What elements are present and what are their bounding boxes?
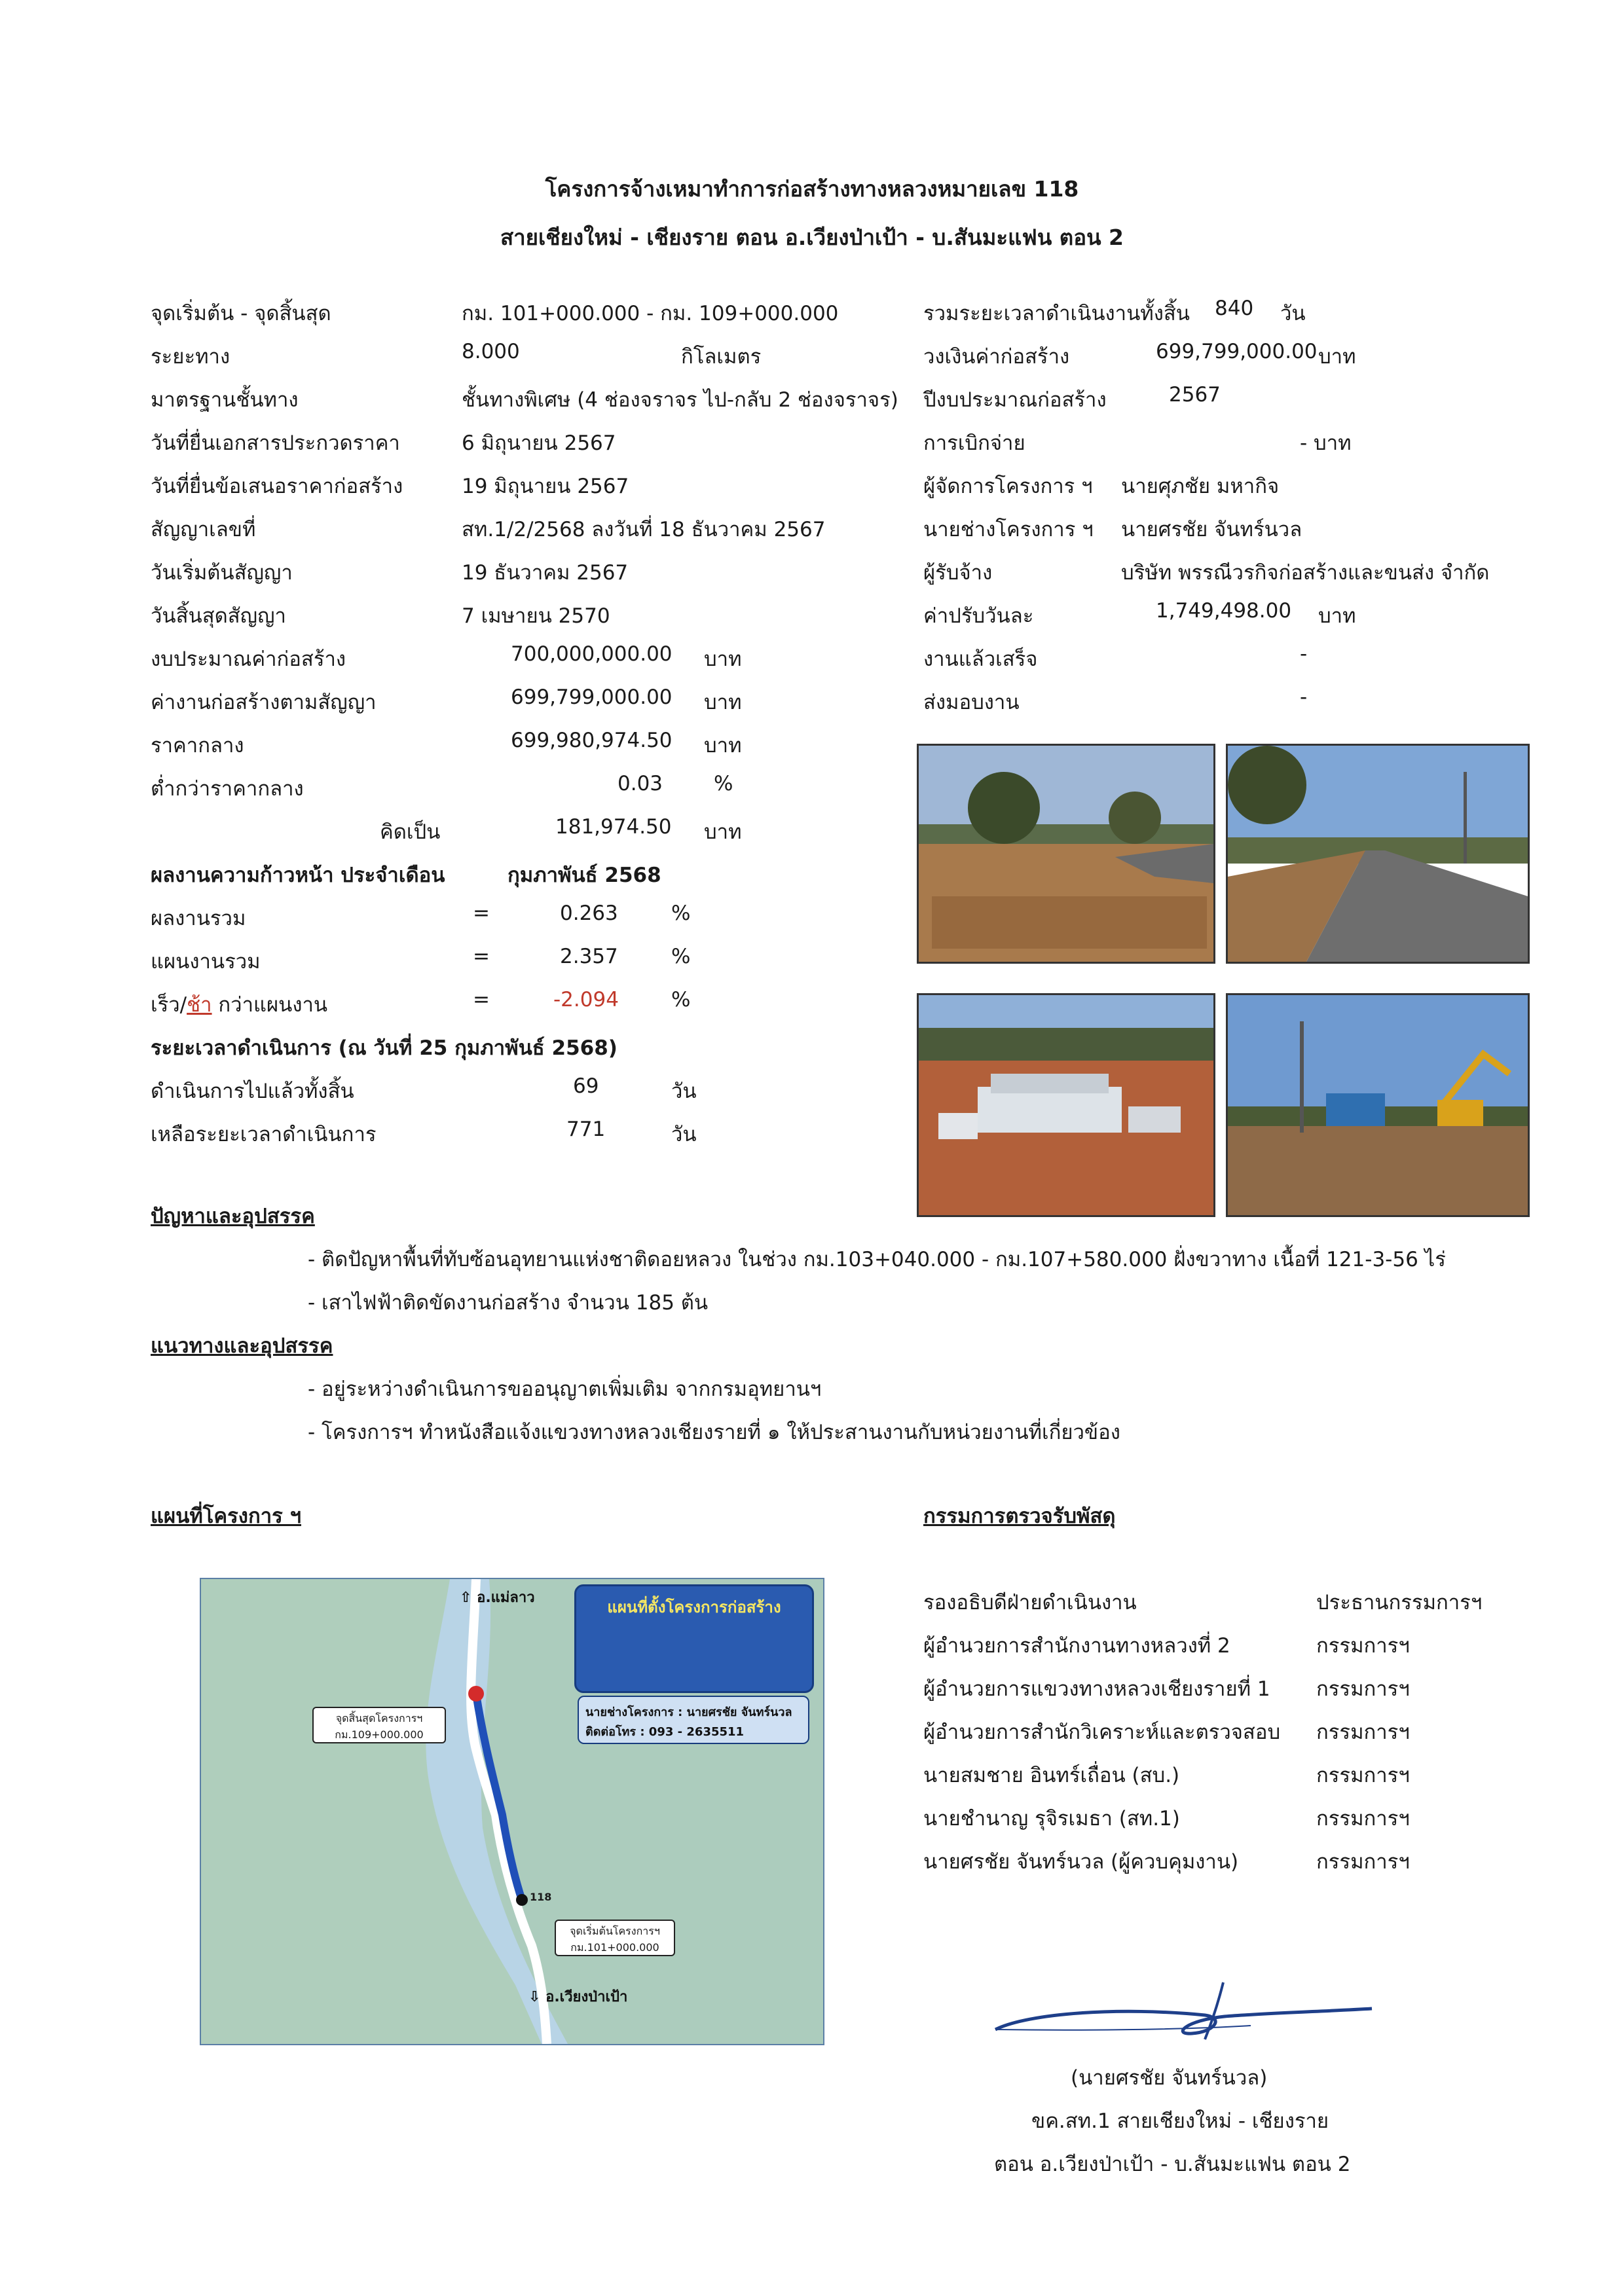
map-end-point-km: กม.109+000.000 [335, 1728, 424, 1741]
map-south-marker [528, 1985, 627, 2008]
info-unit: - บาท [1300, 431, 1352, 455]
duration-label: ดำเนินการไปแล้วทั้งสิ้น [151, 1080, 354, 1103]
info-unit: กิโลเมตร [681, 345, 762, 369]
committee-role: กรรมการฯ [1316, 1850, 1410, 1874]
info-value: นายศุภชัย มหากิจ [1121, 475, 1280, 498]
info-value: 840 [1215, 297, 1254, 320]
progress-value: 2.357 [560, 945, 618, 968]
site-photo-roadside [917, 744, 1215, 964]
problem-item: - เสาไฟฟ้าติดขัดงานก่อสร้าง จำนวน 185 ต้น [308, 1291, 709, 1315]
arrow-down-icon: ⇩ [528, 1989, 541, 2005]
money-label: ค่างานก่อสร้างตามสัญญา [151, 691, 377, 714]
info-value: สท.1/2/2568 ลงวันที่ 18 ธันวาคม 2567 [462, 518, 826, 541]
solutions-heading: แนวทางและอุปสรรค [151, 1334, 333, 1358]
map-north-marker [460, 1586, 535, 1609]
map-start-point-box [555, 1920, 675, 1956]
committee-role: กรรมการฯ [1316, 1807, 1410, 1831]
map-end-point-label: จุดสิ้นสุดโครงการฯ [335, 1712, 423, 1724]
committee-member: นายสมชาย อินทร์เถื่อน (สบ.) [923, 1764, 1180, 1787]
info-label: มาตรฐานชั้นทาง [151, 388, 299, 412]
info-value: 2567 [1169, 383, 1221, 407]
money-label: ราคากลาง [151, 734, 244, 757]
progress-diff-value: -2.094 [553, 988, 619, 1011]
site-photo-camp [917, 993, 1215, 1217]
duration-unit: วัน [671, 1123, 697, 1146]
committee-member: ผู้อำนวยการแขวงทางหลวงเชียงรายที่ 1 [923, 1677, 1270, 1701]
progress-unit: % [671, 902, 691, 925]
progress-heading: ผลงานความก้าวหน้า ประจำเดือน [151, 864, 445, 887]
slower-text: ช้า [187, 993, 212, 1017]
solution-item: - โครงการฯ ทำหนังสือแจ้งแขวงทางหลวงเชียงรายที่ ๑ ให้ประสานงานกับหน่วยงานที่เกี่ยวข้อง [308, 1421, 1120, 1444]
signer-section: ตอน อ.เวียงป่าเป้า - บ.สันมะแฟน ตอน 2 [994, 2153, 1351, 2176]
progress-label: ผลงานรวม [151, 907, 246, 930]
info-value: - [1300, 642, 1308, 666]
committee-member: ผู้อำนวยการสำนักงานทางหลวงที่ 2 [923, 1634, 1230, 1658]
info-label: วันสิ้นสุดสัญญา [151, 604, 286, 628]
info-label: งานแล้วเสร็จ [923, 647, 1038, 671]
info-value: 1,749,498.00 [1156, 599, 1292, 623]
money-value: 700,000,000.00 [511, 642, 673, 666]
problem-item: - ติดปัญหาพื้นที่ทับซ้อนอุทยานแห่งชาติดอยหลวง ในช่วง กม.103+040.000 - กม.107+580.000 ฝั่งขวาทาง เนื้อที่ 121-3-56 ไร่ [308, 1248, 1446, 1271]
map-north-label: อ.แม่ลาว [477, 1590, 535, 1606]
money-label: ต่ำกว่าราคากลาง [151, 777, 304, 801]
money-unit: บาท [704, 734, 742, 757]
problems-heading: ปัญหาและอุปสรรค [151, 1205, 315, 1228]
progress-eq: = [473, 988, 490, 1011]
info-label: รวมระยะเวลาดำเนินงานทั้งสิ้น [923, 302, 1190, 325]
info-unit: บาท [1318, 604, 1356, 628]
info-label: ผู้จัดการโครงการ ฯ [923, 475, 1093, 498]
money-value: 699,980,974.50 [511, 729, 673, 752]
committee-member: นายชำนาญ รุจิรเมธา (สท.1) [923, 1807, 1180, 1831]
info-label: นายช่างโครงการ ฯ [923, 518, 1094, 541]
progress-eq: = [473, 945, 490, 968]
money-unit: บาท [704, 647, 742, 671]
document-title-line1: โครงการจ้างเหมาทำการก่อสร้างทางหลวงหมายเลข 118 [545, 176, 1079, 202]
info-unit: วัน [1280, 302, 1306, 325]
money-value: 699,799,000.00 [511, 685, 673, 709]
handwritten-signature [989, 1977, 1375, 2049]
progress-label: แผนงานรวม [151, 950, 261, 974]
money-label: คิดเป็น [380, 820, 441, 844]
project-map [200, 1578, 824, 2045]
than-plan-text: กว่าแผนงาน [212, 993, 328, 1017]
info-unit: บาท [1318, 345, 1356, 369]
info-label: การเบิกจ่าย [923, 431, 1025, 455]
info-value: 8.000 [462, 340, 520, 363]
progress-unit: % [671, 945, 691, 968]
site-photo-road [1226, 744, 1530, 964]
committee-member: นายศรชัย จันทร์นวล (ผู้ควบคุมงาน) [923, 1850, 1239, 1874]
info-value: - [1300, 685, 1308, 709]
progress-eq: = [473, 902, 490, 925]
info-label: วันที่ยื่นข้อเสนอราคาก่อสร้าง [151, 475, 403, 498]
committee-role: ประธานกรรมการฯ [1316, 1591, 1483, 1614]
info-value: 19 ธันวาคม 2567 [462, 561, 629, 585]
map-contact-box [578, 1696, 809, 1744]
info-label: สัญญาเลขที่ [151, 518, 256, 541]
duration-value: 69 [573, 1074, 599, 1098]
document-title-line2: สายเชียงใหม่ - เชียงราย ตอน อ.เวียงป่าเป้า - บ.สันมะแฟน ตอน 2 [500, 225, 1124, 250]
info-label: ส่งมอบงาน [923, 691, 1020, 714]
map-info-box [574, 1584, 814, 1693]
money-value: 181,974.50 [555, 815, 672, 839]
info-label: วันที่ยื่นเอกสารประกวดราคา [151, 431, 400, 455]
money-unit: บาท [704, 820, 742, 844]
signer-name: (นายศรชัย จันทร์นวล) [1071, 2066, 1268, 2090]
map-start-point-label: จุดเริ่มต้นโครงการฯ [570, 1925, 660, 1937]
duration-value: 771 [566, 1118, 606, 1141]
map-end-point-box [312, 1707, 446, 1743]
committee-role: กรรมการฯ [1316, 1764, 1410, 1787]
site-photo-excavator [1226, 993, 1530, 1217]
signer-position: ขค.สท.1 สายเชียงใหม่ - เชียงราย [1031, 2109, 1329, 2133]
map-contact: นายช่างโครงการ : นายศรชัย จันทร์นวล [585, 1705, 792, 1719]
committee-role: กรรมการฯ [1316, 1677, 1410, 1701]
duration-heading: ระยะเวลาดำเนินการ (ณ วันที่ 25 กุมภาพันธ์ 2568) [151, 1036, 618, 1060]
info-label: ค่าปรับวันละ [923, 604, 1034, 628]
duration-label: เหลือระยะเวลาดำเนินการ [151, 1123, 377, 1146]
progress-value: 0.263 [560, 902, 618, 925]
info-value: 6 มิถุนายน 2567 [462, 431, 616, 455]
money-unit: % [714, 772, 733, 795]
committee-role: กรรมการฯ [1316, 1721, 1410, 1744]
map-heading: แผนที่โครงการ ฯ [151, 1504, 301, 1528]
money-label: งบประมาณค่าก่อสร้าง [151, 647, 346, 671]
info-label: ผู้รับจ้าง [923, 561, 993, 585]
map-south-label: อ.เวียงป่าเป้า [545, 1989, 628, 2005]
map-phone: ติดต่อโทร : 093 - 2635511 [585, 1725, 745, 1739]
info-value: บริษัท พรรณีวรกิจก่อสร้างและขนส่ง จำกัด [1121, 561, 1490, 585]
progress-month: กุมภาพันธ์ 2568 [507, 864, 661, 887]
info-label: วงเงินค่าก่อสร้าง [923, 345, 1070, 369]
map-start-point-km: กม.101+000.000 [570, 1941, 659, 1954]
money-unit: บาท [704, 691, 742, 714]
info-value: 699,799,000.00 [1156, 340, 1318, 363]
info-value: 7 เมษายน 2570 [462, 604, 610, 628]
committee-member: รองอธิบดีฝ่ายดำเนินงาน [923, 1591, 1137, 1614]
faster-text: เร็ว/ [151, 993, 187, 1017]
duration-unit: วัน [671, 1080, 697, 1103]
info-value: กม. 101+000.000 - กม. 109+000.000 [462, 302, 839, 325]
info-label: วันเริ่มต้นสัญญา [151, 561, 293, 585]
committee-role: กรรมการฯ [1316, 1634, 1410, 1658]
committee-member: ผู้อำนวยการสำนักวิเคราะห์และตรวจสอบ [923, 1721, 1281, 1744]
info-label: ระยะทาง [151, 345, 231, 369]
progress-diff-label [151, 988, 327, 1021]
committee-heading: กรรมการตรวจรับพัสดุ [923, 1504, 1116, 1528]
map-info-title: แผนที่ตั้งโครงการก่อสร้าง [607, 1598, 781, 1616]
info-value: ชั้นทางพิเศษ (4 ช่องจราจร ไป-กลับ 2 ช่องจราจร) [462, 388, 898, 412]
arrow-up-icon: ⇧ [460, 1590, 472, 1606]
map-route-number: 118 [530, 1891, 552, 1903]
progress-unit: % [671, 988, 691, 1011]
info-label: ปีงบประมาณก่อสร้าง [923, 388, 1107, 412]
info-value: นายศรชัย จันทร์นวล [1121, 518, 1302, 541]
solution-item: - อยู่ระหว่างดำเนินการขออนุญาตเพิ่มเติม จากกรมอุทยานฯ [308, 1377, 822, 1401]
info-label: จุดเริ่มต้น - จุดสิ้นสุด [151, 302, 331, 325]
info-value: 19 มิถุนายน 2567 [462, 475, 629, 498]
money-value: 0.03 [618, 772, 663, 795]
